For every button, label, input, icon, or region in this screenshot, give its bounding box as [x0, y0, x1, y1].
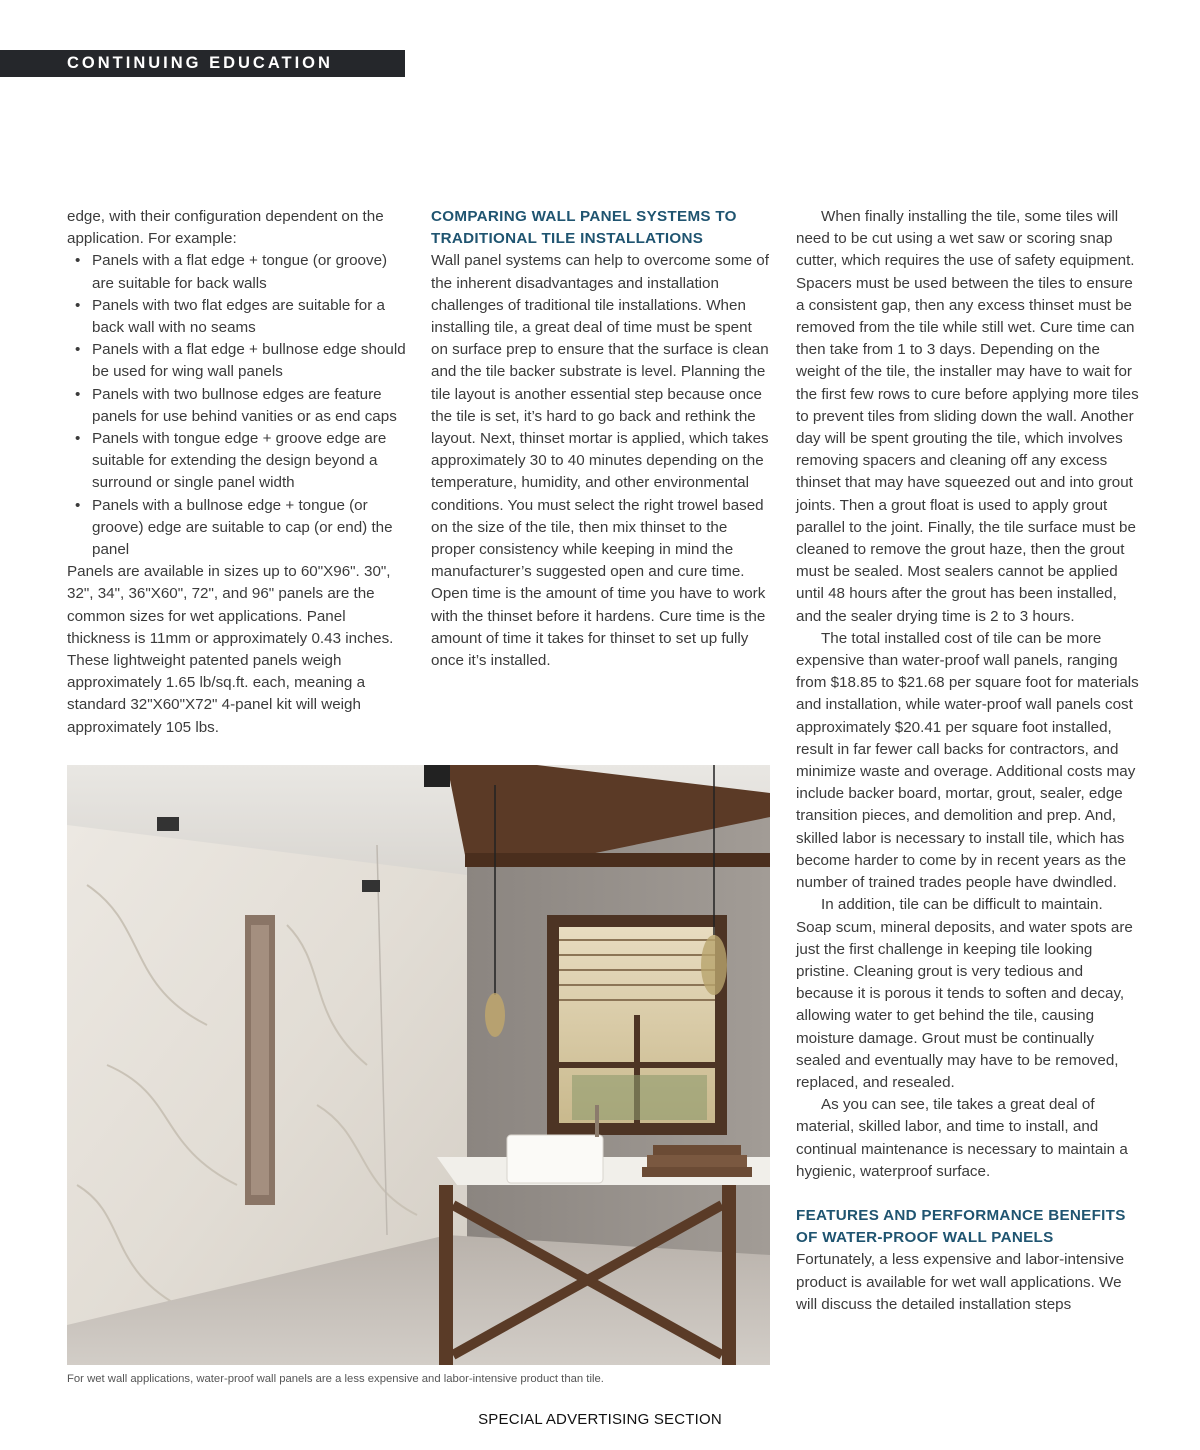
list-item: • Panels with a bullnose edge + tongue (or groove) edge are suitable to cap (or end) the panel [67, 495, 412, 562]
section-heading-comparing: COMPARING WALL PANEL SYSTEMS TO TRADITIONAL TILE INSTALLATIONS [431, 208, 737, 248]
col3-paragraph-2: The total installed cost of tile can be more expensive than water-proof wall panels, ranging from $18.85 to $21.68 per square foot for materials and installation, while water-proof wall panels cost approximately $20.41 per square foot installed, result in far fewer call backs for contractors, and minimize waste and overage. Additional costs may include backer board, mortar, grout, sealer, edge transition pieces, and demolition and prep. And, skilled labor is necessary to install tile, which has become harder to come by in recent years as the number of trained trades people have dwindled. [796, 629, 1139, 892]
section-heading-features: FEATURES AND PERFORMANCE BENEFITS OF WATER-PROOF WALL PANELS [796, 1206, 1126, 1247]
col3-paragraph-3: In addition, tile can be difficult to maintain. Soap scum, mineral deposits, and water spots are just the first challenge in keeping tile looking pristine. Cleaning grout is very tedious and because it is porous it tends to soften and decay, allowing water to get behind the tile, causing moisture damage. Grout must be continually sealed and eventually may have to be removed, replaced, and resealed. [796, 896, 1133, 1091]
panel-edge-list [67, 250, 412, 561]
col2-body: Wall panel systems can help to overcome some of the inherent disadvantages and installation challenges of traditional tile installations. When installing tile, a great deal of time must be spent on surface prep to ensure that the surface is clean and the tile backer substrate is level. Planning the tile layout is another essential step because once the tile is set, it’s hard to go back and rethink the layout. Next, thinset mortar is applied, which takes approximately 30 to 40 minutes depending on the temperature, humidity, and other environmental conditions. You must select the right trowel based on the size of the tile, then mix thinset to the proper consistency while keeping in mind the manufacturer’s suggested open and cure time. Open time is the amount of time you have to work with the thinset before it hardens. Cure time is the amount of time it takes for thinset to set up fully once it’s installed. [431, 252, 769, 670]
list-item: • Panels with tongue edge + groove edge are suitable for extending the design beyond a surround or single panel width [67, 428, 412, 495]
list-item: • Panels with a flat edge + tongue (or groove) are suitable for back walls [67, 250, 412, 294]
footer-label: SPECIAL ADVERTISING SECTION [478, 1411, 722, 1428]
section-header-bar [0, 50, 405, 77]
section-header-label: CONTINUING EDUCATION [67, 54, 333, 72]
col3-paragraph-1: When finally installing the tile, some tiles will need to be cut using a wet saw or scoring snap cutter, which requires the use of safety equipment. Spacers must be used between the tiles to ensure a consistent gap, then any excess thinset must be removed from the tile while still wet. Cure time can then take from 1 to 3 days. Depending on the weight of the tile, the installer may have to wait for the first few rows to cure before applying more tiles to prevent tiles from sliding down the wall. Another day will be spent grouting the tile, which involves removing spacers and cleaning off any excess thinset that may have squeezed out and into grout joints. Then a grout float is used to apply grout parallel to the joint. Finally, the tile surface must be cleaned to remove the grout haze, then the grout must be sealed. Most sealers cannot be applied until 48 hours after the grout has been installed, and the sealer drying time is 2 to 3 hours. [796, 208, 1139, 625]
col1-intro: edge, with their configuration dependent on the application. For example: [67, 208, 384, 248]
list-item: • Panels with two bullnose edges are feature panels for use behind vanities or as end caps [67, 384, 412, 428]
photo-caption: For wet wall applications, water-proof wall panels are a less expensive and labor-intensive product than tile. [67, 1373, 604, 1385]
text-column-3 [796, 206, 1141, 1316]
col1-sizes-paragraph: Panels are available in sizes up to 60"X96". 30", 32", 34", 36"X60", 72", and 96" panels are the common sizes for wet applications. Panel thickness is 11mm or approximately 0.43 inches. These lightweight patented panels weigh approximately 1.65 lb/sq.ft. each, meaning a standard 32"X60"X72" 4-panel kit will weigh approximately 105 lbs. [67, 563, 394, 736]
col3-paragraph-4: As you can see, tile takes a great deal of material, skilled labor, and time to install, and continual maintenance is necessary to maintain a hygienic, waterproof surface. [796, 1096, 1128, 1180]
text-column-1 [67, 206, 412, 739]
text-column-2 [431, 206, 771, 672]
list-item: • Panels with two flat edges are suitable for a back wall with no seams [67, 295, 412, 339]
bathroom-photo [67, 765, 770, 1365]
col3-paragraph-5: Fortunately, a less expensive and labor-intensive product is available for wet wall applications. We will discuss the detailed installation steps [796, 1251, 1125, 1313]
list-item: • Panels with a flat edge + bullnose edge should be used for wing wall panels [67, 339, 412, 383]
